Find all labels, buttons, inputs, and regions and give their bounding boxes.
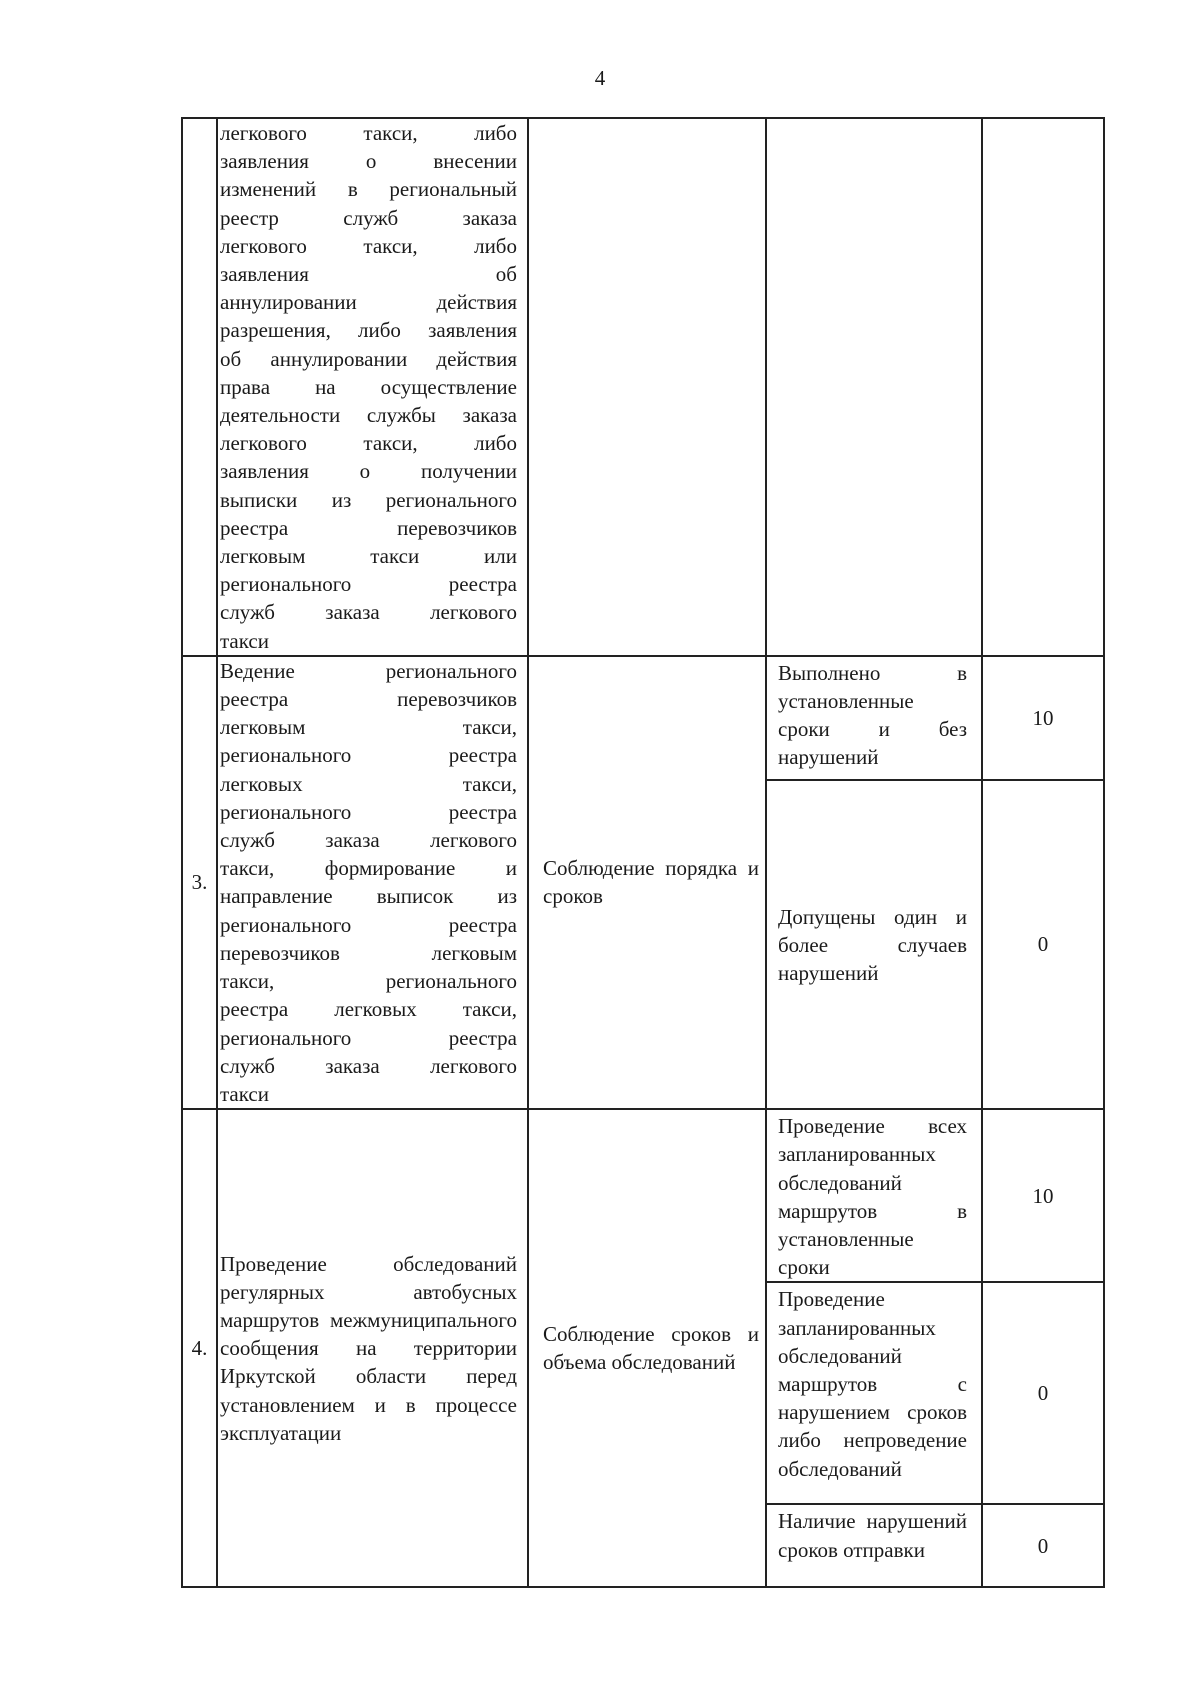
points-cell [982,118,1104,656]
activity-name-cell [217,118,528,656]
activity-name-text [220,119,517,655]
text-line: Ведение регионального [220,658,517,683]
text-line: права на осуществление [220,374,517,399]
result-cell: Выполнено в установленные сроки и без нарушений [766,656,982,780]
text-line: легкового такси, либо [220,233,517,258]
criterion-cell [528,118,766,656]
result-cell: Допущены один и более случаев нарушений [766,780,982,1110]
text-line: служб заказа легкового [220,828,517,853]
text-line: легкового такси, либо [220,121,517,145]
points-cell: 10 [982,1109,1104,1282]
text-line: регионального реестра [220,912,517,937]
row-number-cell: 4. [182,1109,217,1587]
text-line: регионального реестра [220,743,517,768]
text-line: служб заказа легкового [220,600,517,625]
text-line: аннулировании действия [220,290,517,315]
text-line: такси, формирование и [220,856,517,881]
table-row-3 [182,656,1104,780]
text-line: изменений в региональный [220,177,517,202]
text-line: легкового такси, либо [220,431,517,456]
text-line: об аннулировании действия [220,346,517,371]
criteria-table [181,117,1105,1588]
text-line: деятельности службы заказа [220,403,517,428]
text-line: заявления о внесении [220,149,517,174]
text-line: реестра легковых такси, [220,997,517,1022]
text-line: разрешения, либо заявления [220,318,517,343]
table-row-continuation [182,118,1104,656]
text-line: направление выписок из [220,884,517,909]
criterion-cell: Соблюдение порядка и сроков [528,656,766,1109]
text-line: регионального реестра [220,1025,517,1050]
points-cell: 0 [982,780,1104,1110]
text-line: легковым такси, [220,715,517,740]
text-line: такси, регионального [220,969,517,994]
row-number-cell: 3. [182,656,217,1109]
text-line: такси [220,1081,269,1106]
points-cell: 0 [982,1282,1104,1504]
points-cell: 10 [982,656,1104,780]
text-line: заявления об [220,262,517,287]
text-line: выписки из регионального [220,487,517,512]
text-line: регионального реестра [220,799,517,824]
text-line: легковым такси или [220,544,517,569]
result-cell [766,118,982,656]
text-line: реестра перевозчиков [220,515,517,540]
page-number: 4 [594,66,606,90]
result-cell: Проведение всех запланированных обследований маршрутов в установленные сроки [766,1109,982,1282]
row-number-cell [182,118,217,656]
activity-name-cell: Проведение обследований регулярных автобусных маршрутов межмуниципального сообщения на территории Иркутской области перед установлением и в процессе эксплуатации [217,1109,528,1587]
result-cell: Проведение запланированных обследований маршрутов с нарушением сроков либо непроведение обследований [766,1282,982,1504]
activity-name-cell [217,656,528,1109]
text-line: такси [220,628,269,653]
table-row-4 [182,1109,1104,1282]
text-line: реестр служб заказа [220,205,517,230]
text-line: легковых такси, [220,771,517,796]
text-line: регионального реестра [220,572,517,597]
text-line: перевозчиков легковым [220,940,517,965]
result-cell: Наличие нарушений сроков отправки [766,1504,982,1587]
text-line: служб заказа легкового [220,1053,517,1078]
activity-name-text [220,657,517,1108]
text-line: заявления о получении [220,459,517,484]
points-cell: 0 [982,1504,1104,1587]
criterion-cell: Соблюдение сроков и объема обследований [528,1109,766,1587]
text-line: реестра перевозчиков [220,687,517,712]
